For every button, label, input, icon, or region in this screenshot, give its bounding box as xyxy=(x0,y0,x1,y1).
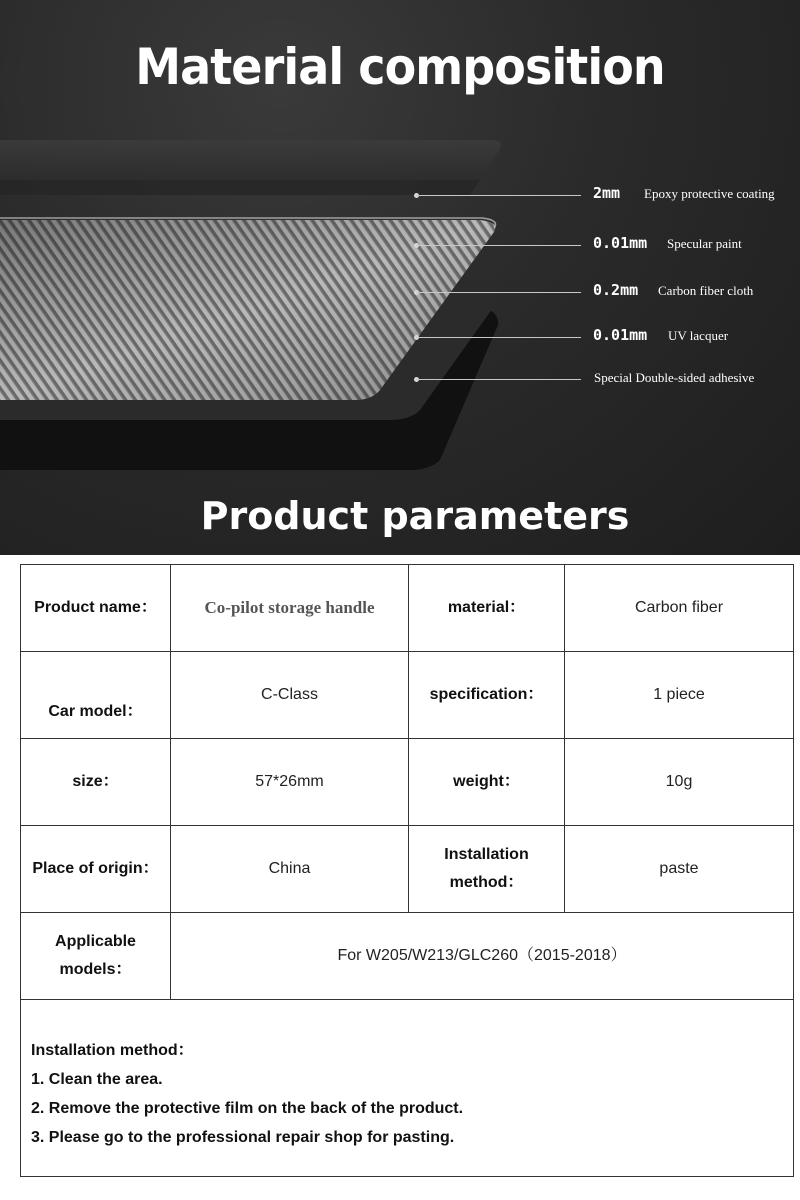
weight-value: 10g xyxy=(565,739,794,826)
layer-row-carbon xyxy=(0,281,800,305)
product-parameters-table xyxy=(20,564,794,1177)
layer-thickness: 2mm xyxy=(593,184,621,202)
product-parameters-title: Product parameters xyxy=(200,494,630,538)
layer-row-adhesive xyxy=(0,368,800,392)
place-of-origin-label: Place of origin： xyxy=(21,826,171,913)
table-row xyxy=(21,826,794,913)
place-of-origin-value: China xyxy=(171,826,409,913)
table-row xyxy=(21,739,794,826)
layer-row-epoxy xyxy=(0,184,800,208)
car-model-value: C-Class xyxy=(171,652,409,739)
installation-step-2: 2. Remove the protective film on the back of the product. xyxy=(31,1100,464,1117)
material-value: Carbon fiber xyxy=(565,565,794,652)
layer-description: Epoxy protective coating xyxy=(644,186,775,201)
layer-row-uv xyxy=(0,326,800,350)
banner-title: Material composition xyxy=(135,38,665,96)
layer-thickness: 0.2mm xyxy=(593,281,639,299)
product-name-label: Product name： xyxy=(21,565,171,652)
leader-line xyxy=(416,379,581,380)
layer-thickness: 0.01mm xyxy=(593,234,648,252)
size-label: size： xyxy=(21,739,171,826)
product-name-value: Co-pilot storage handle xyxy=(171,565,409,652)
table-row xyxy=(21,913,794,1000)
layer-description: Special Double-sided adhesive xyxy=(594,370,755,385)
installation-method-label: Installation method： xyxy=(409,826,565,913)
installation-method-value: paste xyxy=(565,826,794,913)
leader-line xyxy=(416,292,581,293)
applicable-models-label: Applicable models： xyxy=(21,913,171,1000)
table-row xyxy=(21,565,794,652)
leader-line xyxy=(416,245,581,246)
applicable-models-value: For W205/W213/GLC260（2015-2018） xyxy=(171,913,794,1000)
layer-thickness: 0.01mm xyxy=(593,326,648,344)
installation-step-1: 1. Clean the area. xyxy=(31,1071,163,1088)
specification-label: specification： xyxy=(409,652,565,739)
layer-row-specular xyxy=(0,234,800,258)
layer-description: Carbon fiber cloth xyxy=(658,283,754,298)
installation-step-3: 3. Please go to the professional repair shop for pasting. xyxy=(31,1129,455,1146)
weight-label: weight： xyxy=(409,739,565,826)
car-model-label: Car model： xyxy=(21,652,171,739)
layer-description: UV lacquer xyxy=(668,328,729,343)
table-row xyxy=(21,652,794,739)
installation-instructions xyxy=(21,1000,794,1177)
epoxy-coating-layer xyxy=(0,140,501,180)
size-value: 57*26mm xyxy=(171,739,409,826)
specification-value: 1 piece xyxy=(565,652,794,739)
installation-heading: Installation method： xyxy=(31,1042,194,1059)
material-composition-banner xyxy=(0,0,800,555)
table-row xyxy=(21,1000,794,1177)
material-label: material： xyxy=(409,565,565,652)
carbon-fiber-layers-illustration xyxy=(0,120,800,490)
leader-line xyxy=(416,337,581,338)
leader-line xyxy=(416,195,581,196)
layer-description: Specular paint xyxy=(667,236,742,251)
